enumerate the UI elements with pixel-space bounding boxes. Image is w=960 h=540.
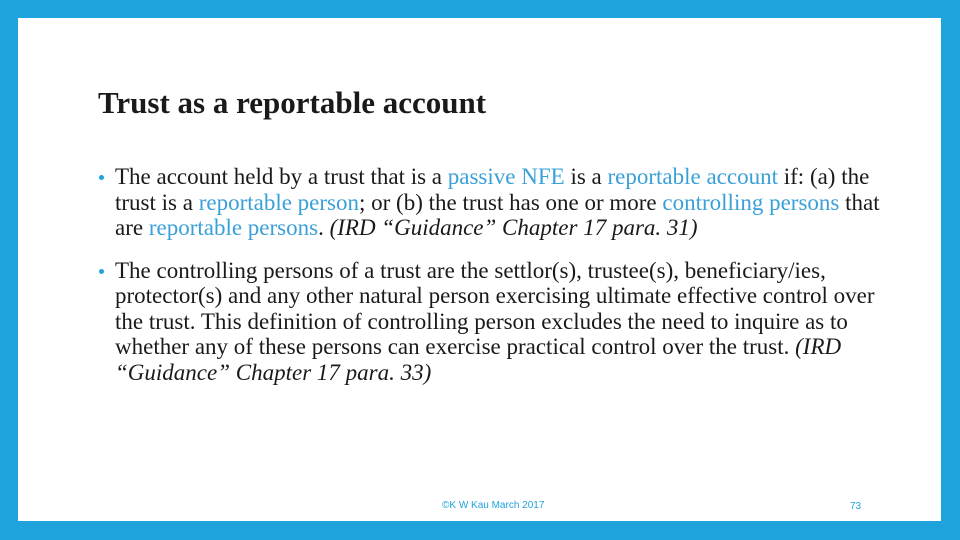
text-run: The account held by a trust that is a — [115, 164, 448, 189]
bullet-text — [115, 164, 880, 240]
highlighted-term: controlling persons — [662, 189, 840, 215]
bullet-item — [96, 164, 896, 241]
slide — [18, 18, 941, 521]
citation: (IRD “Guidance” Chapter 17 para. 33) — [115, 334, 842, 385]
bullet-item — [96, 258, 896, 386]
highlighted-term: reportable account — [607, 164, 778, 189]
text-run: The controlling persons of a trust are the settlor(s), trustee(s), beneficiary/ies, protector(s) and any other natural person exercising ultimate effective control over the trust. This definition of controlling person excludes the need to inquire as to whether any of these persons can exercise practical control over the trust. — [115, 257, 875, 359]
text-run: ; or (b) the trust has one or more — [359, 189, 663, 215]
page-number: 73 — [850, 501, 862, 512]
bullet-list — [96, 164, 896, 385]
text-run: is a — [564, 164, 608, 189]
text-run: if: (a) the trust is a — [115, 164, 870, 215]
highlighted-term: reportable persons — [148, 215, 319, 240]
bullet-dot-icon — [99, 175, 104, 180]
text-run: that are — [115, 189, 880, 240]
bullet-dot-icon — [99, 269, 104, 274]
highlighted-term: passive NFE — [447, 164, 565, 189]
bullet-text — [115, 258, 875, 385]
highlighted-term: reportable person — [198, 189, 359, 215]
citation: (IRD “Guidance” Chapter 17 para. 31) — [329, 215, 698, 240]
slide-title: Trust as a reportable account — [98, 85, 487, 120]
text-run: . — [318, 215, 330, 240]
footer-copyright: ©K W Kau March 2017 — [442, 500, 545, 511]
